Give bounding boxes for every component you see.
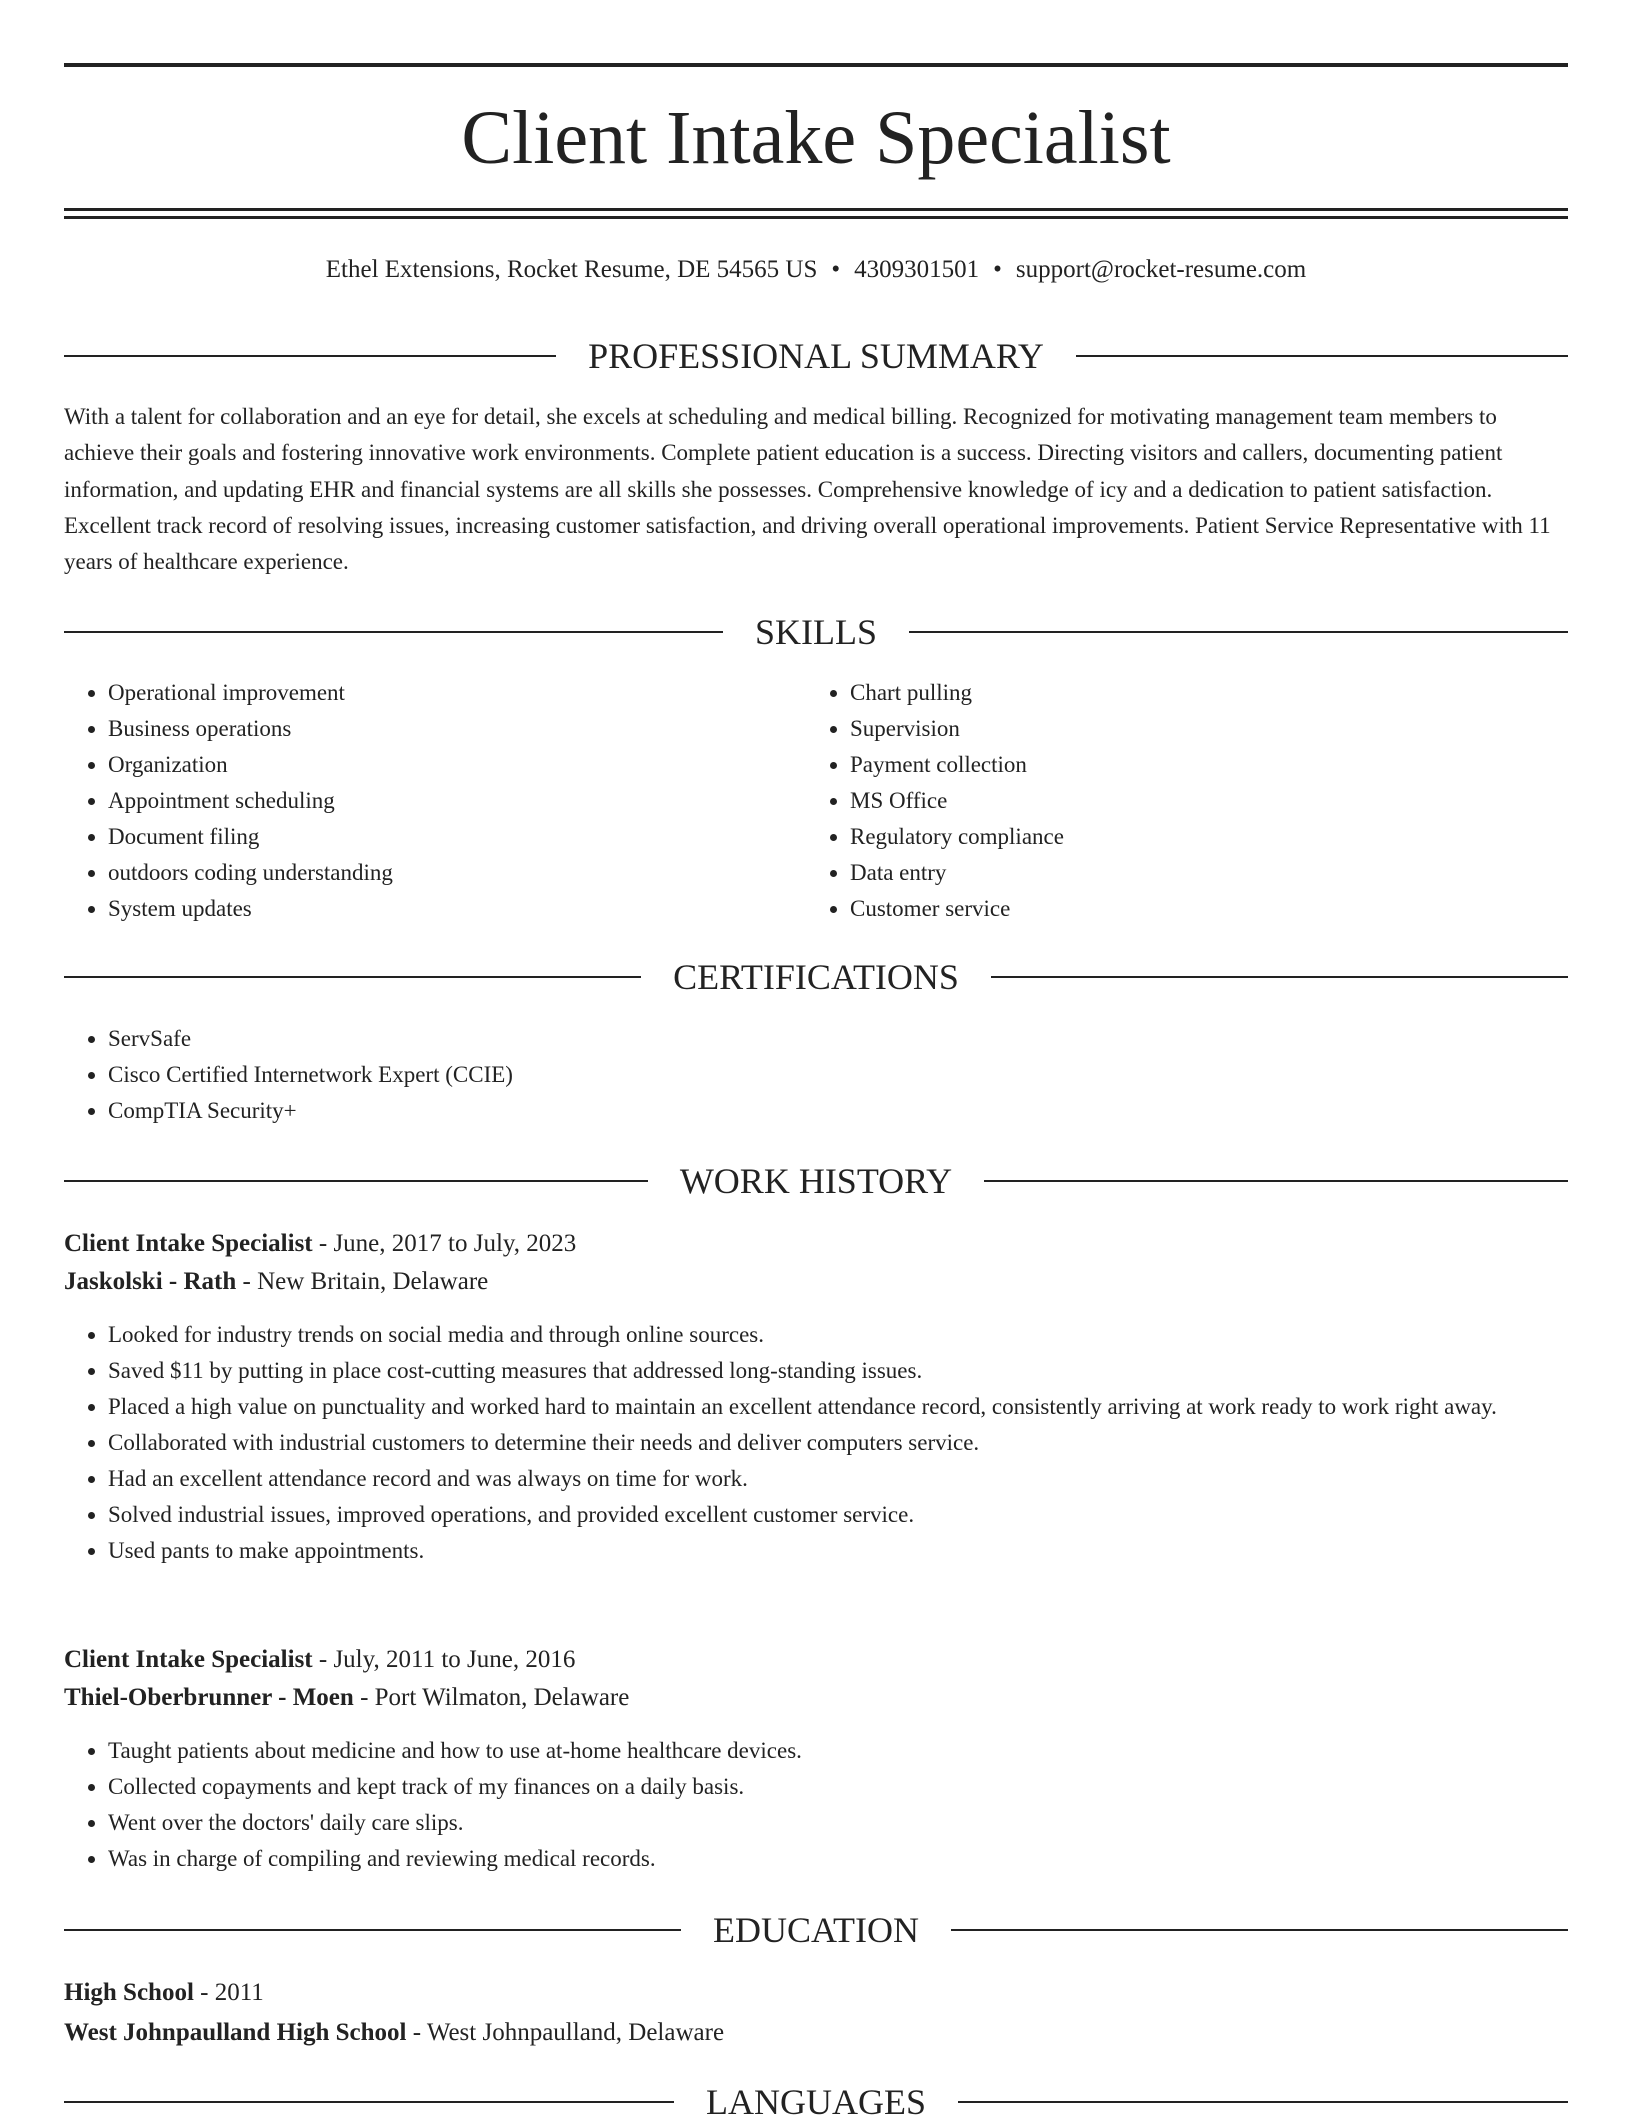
skill-item: • Customer service [850, 891, 1568, 927]
job-title: Client Intake Specialist [64, 1646, 313, 1673]
heading-rule [64, 976, 641, 978]
education-degree: High School [64, 1979, 194, 2006]
skill-item: • Data entry [850, 855, 1568, 891]
heading-rule [64, 631, 723, 633]
skill-item: • System updates [108, 891, 804, 927]
education-year: - 2011 [193, 1979, 264, 2006]
skill-item: • Supervision [850, 711, 1568, 747]
job-company: Thiel-Oberbrunner - Moen [64, 1684, 354, 1711]
skills-heading-label: SKILLS [755, 612, 878, 652]
skill-item: • MS Office [850, 783, 1568, 819]
title-rule-lower [64, 216, 1568, 219]
skills-column-right [806, 675, 1568, 927]
contact-phone: 4309301501 [854, 256, 980, 283]
job-title-line [64, 1641, 1568, 1679]
contact-line [64, 252, 1568, 288]
title-rule-upper [64, 208, 1568, 211]
skill-item: • Payment collection [850, 747, 1568, 783]
contact-separator: • [993, 256, 1002, 283]
job-bullet: • Collaborated with industrial customers to determine their needs and deliver computers service. [108, 1425, 1568, 1461]
skill-item: • outdoors coding understanding [108, 855, 804, 891]
heading-rule [1076, 355, 1568, 357]
work-history-heading [64, 1159, 1568, 1203]
contact-address: Ethel Extensions, Rocket Resume, DE 54565 US [325, 256, 818, 283]
education-heading-label: EDUCATION [713, 1910, 919, 1950]
heading-rule [64, 1929, 681, 1931]
skill-item: • Operational improvement [108, 675, 804, 711]
top-rule [64, 63, 1568, 67]
job-bullet: • Had an excellent attendance record and was always on time for work. [108, 1461, 1568, 1497]
languages-heading [64, 2080, 1568, 2124]
skill-item: • Document filing [108, 819, 804, 855]
job-bullet: • Saved $11 by putting in place cost-cutting measures that addressed long-standing issues. [108, 1353, 1568, 1389]
job-company-line [64, 1263, 1568, 1301]
job-dates: - June, 2017 to July, 2023 [312, 1230, 577, 1257]
heading-rule [64, 2101, 674, 2103]
heading-rule [951, 1929, 1568, 1931]
certification-item: • CompTIA Security+ [108, 1093, 1568, 1129]
skill-item: • Regulatory compliance [850, 819, 1568, 855]
languages-heading-label: LANGUAGES [706, 2082, 926, 2122]
skills-heading [64, 610, 1568, 654]
skill-item: • Chart pulling [850, 675, 1568, 711]
heading-rule [991, 976, 1568, 978]
heading-rule [64, 1180, 648, 1182]
job-bullet: • Collected copayments and kept track of my finances on a daily basis. [108, 1769, 1568, 1805]
job-location: - New Britain, Delaware [236, 1268, 489, 1295]
summary-text: With a talent for collaboration and an eye for detail, she excels at scheduling and medical billing. Recognized for motivating management team members to achieve their goals and fostering innovative work environments. Complete patient education is a success. Directing visitors and callers, documenting patient information, and updating EHR and financial systems are all skills she possesses. Comprehensive knowledge of icy and a dedication to patient satisfaction. Excellent track record of resolving issues, increasing customer satisfaction, and driving overall operational improvements. Patient Service Representative with 11 years of healthcare experience. [64, 404, 1551, 575]
certifications-heading-label: CERTIFICATIONS [673, 957, 959, 997]
job-entry [64, 1641, 1568, 1877]
job-company-line [64, 1679, 1568, 1717]
job-location: - Port Wilmaton, Delaware [353, 1684, 630, 1711]
heading-rule [984, 1180, 1568, 1182]
job-bullet: • Taught patients about medicine and how to use at-home healthcare devices. [108, 1733, 1568, 1769]
heading-rule [958, 2101, 1568, 2103]
work-history-heading-label: WORK HISTORY [679, 1161, 953, 1201]
education-degree-line [64, 1973, 1568, 2013]
skills-column-left [64, 675, 804, 927]
certifications-heading [64, 955, 1568, 999]
heading-rule [64, 355, 556, 357]
job-bullet: • Looked for industry trends on social media and through online sources. [108, 1317, 1568, 1353]
job-entry [64, 1225, 1568, 1569]
education-entry [64, 1973, 1568, 2053]
contact-email: support@rocket-resume.com [1015, 256, 1307, 283]
education-school: West Johnpaulland High School [64, 2019, 407, 2046]
certifications-list [64, 1021, 1568, 1129]
education-school-line [64, 2013, 1568, 2053]
job-title-line [64, 1225, 1568, 1263]
job-bullet: • Placed a high value on punctuality and worked hard to maintain an excellent attendance record, consistently arriving at work ready to work right away. [108, 1389, 1568, 1425]
summary-heading-label: PROFESSIONAL SUMMARY [588, 336, 1044, 376]
job-bullet: • Used pants to make appointments. [108, 1533, 1568, 1569]
job-bullet: • Went over the doctors' daily care slips. [108, 1805, 1568, 1841]
job-title: Client Intake Specialist [64, 1230, 313, 1257]
certification-item: • ServSafe [108, 1021, 1568, 1057]
education-heading [64, 1908, 1568, 1952]
skill-item: • Business operations [108, 711, 804, 747]
education-location: - West Johnpaulland, Delaware [406, 2019, 725, 2046]
resume-title: Client Intake Specialist [461, 96, 1171, 180]
job-company: Jaskolski - Rath [64, 1268, 237, 1295]
summary-heading [64, 334, 1568, 378]
certification-item: • Cisco Certified Internetwork Expert (CCIE) [108, 1057, 1568, 1093]
skill-item: • Appointment scheduling [108, 783, 804, 819]
skill-item: • Organization [108, 747, 804, 783]
contact-separator: • [831, 256, 841, 283]
job-dates: - July, 2011 to June, 2016 [312, 1646, 576, 1673]
job-bullet: • Was in charge of compiling and reviewing medical records. [108, 1841, 1568, 1877]
heading-rule [909, 631, 1568, 633]
job-bullet: • Solved industrial issues, improved operations, and provided excellent customer service. [108, 1497, 1568, 1533]
